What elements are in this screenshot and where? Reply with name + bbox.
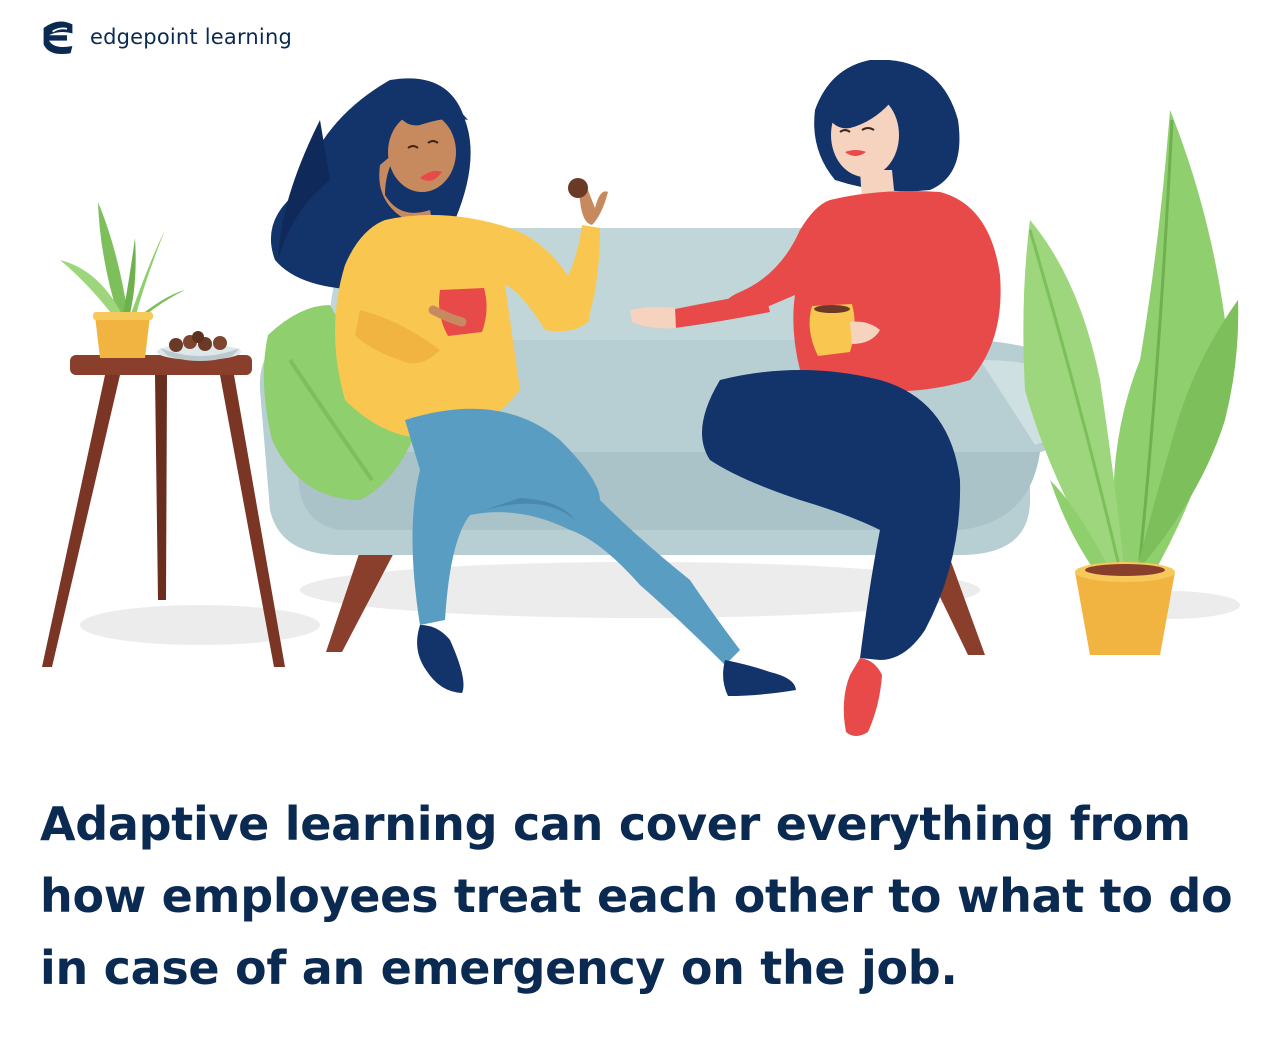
two-coworkers-chatting-on-sofa-illustration xyxy=(0,60,1280,760)
large-potted-plant-icon xyxy=(1023,110,1238,655)
brand-name: edgepoint learning xyxy=(90,25,293,49)
headline: Adaptive learning can cover everything from how employees treat each other to what to do in case of an emergency on the job. xyxy=(40,797,1233,995)
table-shadow xyxy=(80,605,320,645)
small-potted-plant-icon xyxy=(60,202,185,358)
snack-bowl-icon xyxy=(157,331,241,361)
brand-header xyxy=(40,18,292,56)
edgepoint-logo-icon xyxy=(40,19,76,55)
